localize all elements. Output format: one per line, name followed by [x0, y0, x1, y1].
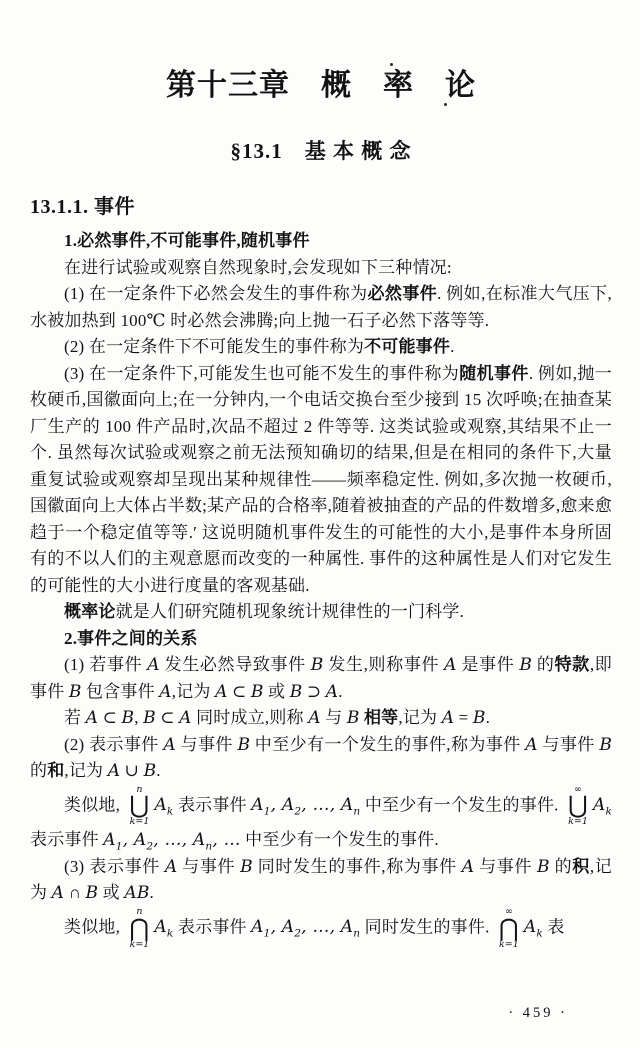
para-intersection: (3) 表示事件 A 与事件 B 同时发生的事件,称为事件 A 与事件 B 的积,记为 A ∩ B 或 AB. [30, 856, 613, 904]
para-union-family: 类似地, n ⋃ k=1 $A_k$ 表示事件 $A_1$, $A_2$, …, $A_n$ 中至少有一个发生的事件. ∞ ⋃ k=1 $A_k$ 表示事件 $A_1$, $A_2$, …, $A_n$, … 中至少有一个发生的事件. [30, 783, 613, 853]
chapter-title: 第十三章 概 率 论 [166, 69, 476, 102]
section-title: §13.1 基 本 概 念 [230, 139, 412, 163]
intersection-infinity-operator: ∞ ⋂ k=1 [498, 905, 519, 950]
union-infinity-operator: ∞ ⋃ k=1 [568, 783, 588, 828]
para-equality: 若 A ⊂ B, B ⊂ A 同时成立,则称 A 与 B 相等,记为 A = B. [64, 708, 491, 728]
para-impossible-event: (2) 在一定条件下不可能发生的事件称为不可能事件. [64, 337, 455, 356]
para-inclusion: (1) 若事件 A 发生必然导致事件 B 发生,则称事件 A 是事件 B 的特款,即事件 B 包含事件 A,记为 A ⊂ B 或 B ⊃ A. [30, 655, 612, 702]
para-intersection-family: 类似地, n ⋂ k=1 $A_k$ 表示事件 $A_1$, $A_2$, …, $A_n$ 同时发生的事件. ∞ ⋂ k=1 $A_k$ 表 [64, 905, 565, 950]
scan-speck [444, 103, 447, 106]
intersection-n-operator: n ⋂ k=1 [129, 905, 150, 950]
para-certain-event: (1) 在一定条件下必然会发生的事件称为必然事件. 例如,在标准大气压下,水被加热到 100℃ 时必然会沸腾;向上抛一石子必然下落等等. [30, 284, 612, 330]
subsection-title: 13.1.1. 事件 [30, 196, 135, 218]
para-random-event: (3) 在一定条件下,可能发生也可能不发生的事件称为随机事件. 例如,抛一枚硬币,国徽面向上;在一分钟内,一个电话交换台至少接到 15 次呼唤;在抽查某厂生产的 100 件产品时,次品不超过 2 件等等. 这类试验或观察,其结果不止一个. 虽然每次试验或观察之前无法预知确切的结果,但是在相同的条件下,大量重复试验或观察却呈现出某种规律性——频率稳定性. 例如,多次抛一枚硬币,国徽面向上大体占半数;某产品的合格率,随着被抽查的产品的件数增多,愈来愈趋于一个稳定值等等.′ 这说明随机事件发生的可能性的大小,是事件本身所固有的不以人们的主观意愿而改变的一种属性. 事件的这种属性是人们对它发生的可能性的大小进行度量的客观基础. [30, 363, 612, 595]
para-probability-definition: 概率论就是人们研究随机现象统计规律性的一门科学. [64, 602, 465, 621]
scan-speck [390, 63, 393, 66]
content [30, 228, 612, 949]
para-heading-event-types: 1.必然事件,不可能事件,随机事件 [64, 231, 310, 250]
para-union: (2) 表示事件 A 与事件 B 中至少有一个发生的事件,称为事件 A 与事件 B 的和,记为 A ∪ B. [30, 734, 613, 781]
para-intro: 在进行试验或观察自然现象时,会发现如下三种情况: [64, 257, 452, 277]
para-heading-event-relations: 2.事件之间的关系 [64, 628, 198, 648]
page-number: · 459 · [508, 1005, 568, 1021]
document-page [0, 60, 640, 1048]
union-n-operator: n ⋃ k=1 [129, 783, 150, 828]
